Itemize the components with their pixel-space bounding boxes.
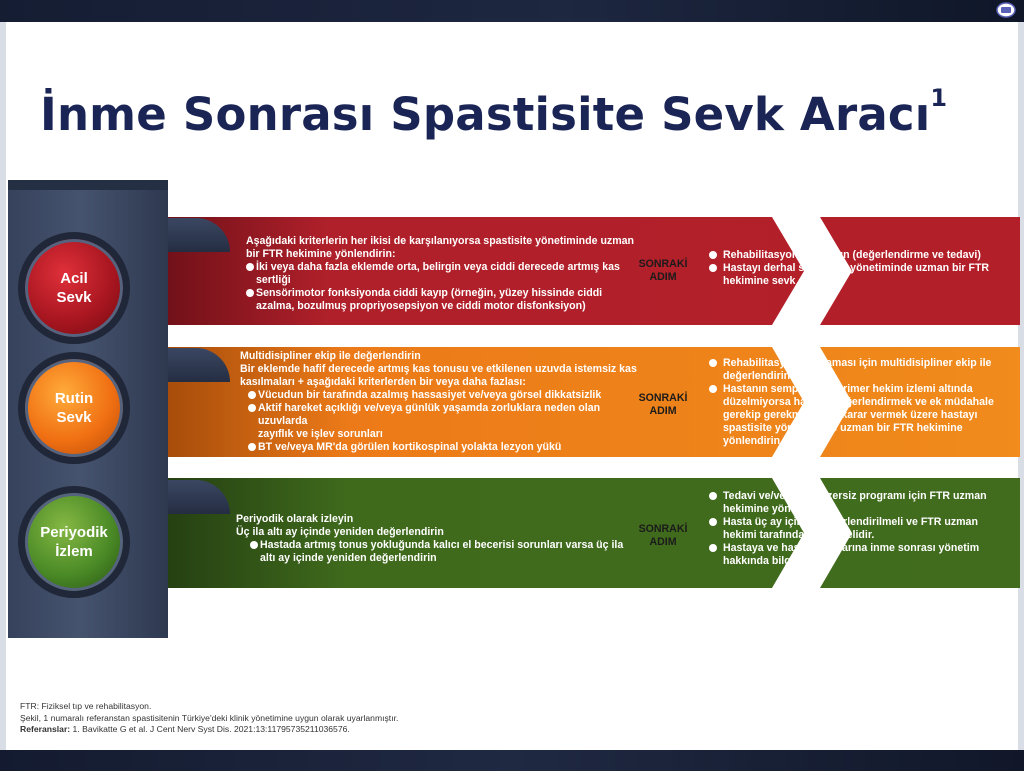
criteria-bullet: BT ve/veya MR'da görülen kortikospinal yolakta lezyon yükü xyxy=(248,441,650,454)
footnote-adaptation: Şekil, 1 numaralı referanstan spastisitenin Türkiye'deki klinik yönetimine uygun olarak uyarlanmıştır. xyxy=(20,712,399,723)
reference-label: Referanslar: xyxy=(20,724,71,734)
routine-criteria xyxy=(240,350,650,454)
urgent-actions xyxy=(709,249,1009,288)
light-label-periodic: Periyodik İzlem xyxy=(40,524,108,560)
footnote-reference xyxy=(20,724,398,736)
footnote-abbreviation: FTR: Fiziksel tıp ve rehabilitasyon. xyxy=(20,701,152,711)
action-bullet: Rehabilitasyona başlayın (değerlendirme ve tedavi) xyxy=(709,249,1009,262)
periodic-criteria xyxy=(236,513,636,565)
criteria-bullet: Vücudun bir tarafında azalmış hassasiyet ve/veya görsel dikkatsizlik xyxy=(248,389,650,402)
criteria-intro: Aşağıdaki kriterlerin her ikisi de karşılanıyorsa spastisite yönetiminde uzman bir FTR hekimine yönlendirin: xyxy=(246,235,635,260)
criteria-bullet: Sensörimotor fonksiyonda ciddi kayıp (örneğin, yüzey hissinde ciddi azalma, bozulmuş propriyosepsiyon ve ciddi motor disfonksiyon) xyxy=(246,287,638,313)
periodic-actions xyxy=(709,490,999,568)
routine-actions xyxy=(709,357,1005,448)
action-bullet: Hastaya ve hasta yakınlarına inme sonrası yönetim hakkında bilgi verin xyxy=(709,542,999,568)
action-bullet: Hastanın semptomları primer hekim izlemi altında düzelmiyorsa hastayı değerlendirmek ve ek müdahale gerekip gerekmediğine karar vermek üzere hastayı spastisite yönetiminde uzman bir FTR hekimine yönlendirin xyxy=(709,383,1005,448)
top-bar xyxy=(0,0,1024,22)
traffic-light-top xyxy=(8,180,168,190)
criteria-bullet: Aktif hareket açıklığı ve/veya günlük yaşamda zorluklara neden olan uzuvlarda xyxy=(248,402,628,428)
criteria-continuation: zayıflık ve işlev sorunları xyxy=(258,428,383,440)
orange-light xyxy=(18,352,130,464)
criteria-bullet: Hastada artmış tonus yokluğunda kalıcı el becerisi sorunları varsa üç ila altı ay içinde yeniden değerlendirin xyxy=(250,539,636,565)
red-light xyxy=(18,232,130,344)
bottom-bar xyxy=(0,750,1024,771)
action-bullet: Rehabilitasyon planlaması için multidisipliner ekip ile değerlendirin xyxy=(709,357,1005,383)
next-step-label: SONRAKİ ADIM xyxy=(638,258,688,283)
reference-text: 1. Bavikatte G et al. J Cent Nerv Syst Dis. 2021:13:11795735211036576. xyxy=(70,724,350,734)
criteria-intro-detail: Üç ila altı ay içinde yeniden değerlendirin xyxy=(236,526,444,538)
page-title: İnme Sonrası Spastisite Sevk Aracı$^1$ xyxy=(40,84,948,141)
light-label-urgent: Acil Sevk xyxy=(56,270,92,306)
criteria-intro: Multidisipliner ekip ile değerlendirin xyxy=(240,350,421,362)
brand-logo-icon xyxy=(995,1,1017,19)
action-bullet: Hasta üç ay içinde değerlendirilmeli ve FTR uzman hekimi tarafından izlenmelidir. xyxy=(709,516,999,542)
action-bullet: Tedavi ve/veya ev egzersiz programı için FTR uzman hekimine yönlendirin. xyxy=(709,490,999,516)
footnotes xyxy=(20,701,398,736)
urgent-criteria xyxy=(246,235,638,313)
criteria-bullet: İki veya daha fazla eklemde orta, belirgin veya ciddi derecede artmış kas sertliği xyxy=(246,261,638,287)
criteria-intro: Periyodik olarak izleyin xyxy=(236,513,354,525)
next-step-label: SONRAKİ ADIM xyxy=(638,523,688,548)
light-label-routine: Rutin Sevk xyxy=(54,390,94,426)
next-step-label: SONRAKİ ADIM xyxy=(638,392,688,417)
green-light xyxy=(18,486,130,598)
action-bullet: Hastayı derhal spastisite yönetiminde uzman bir FTR hekimine sevk edin xyxy=(709,262,1009,288)
criteria-intro-detail: Bir eklemde hafif derecede artmış kas tonusu ve etkilenen uzuvda istemsiz kas kasılmaları + aşağıdaki kriterlerden bir veya daha fazlası: xyxy=(240,363,637,388)
